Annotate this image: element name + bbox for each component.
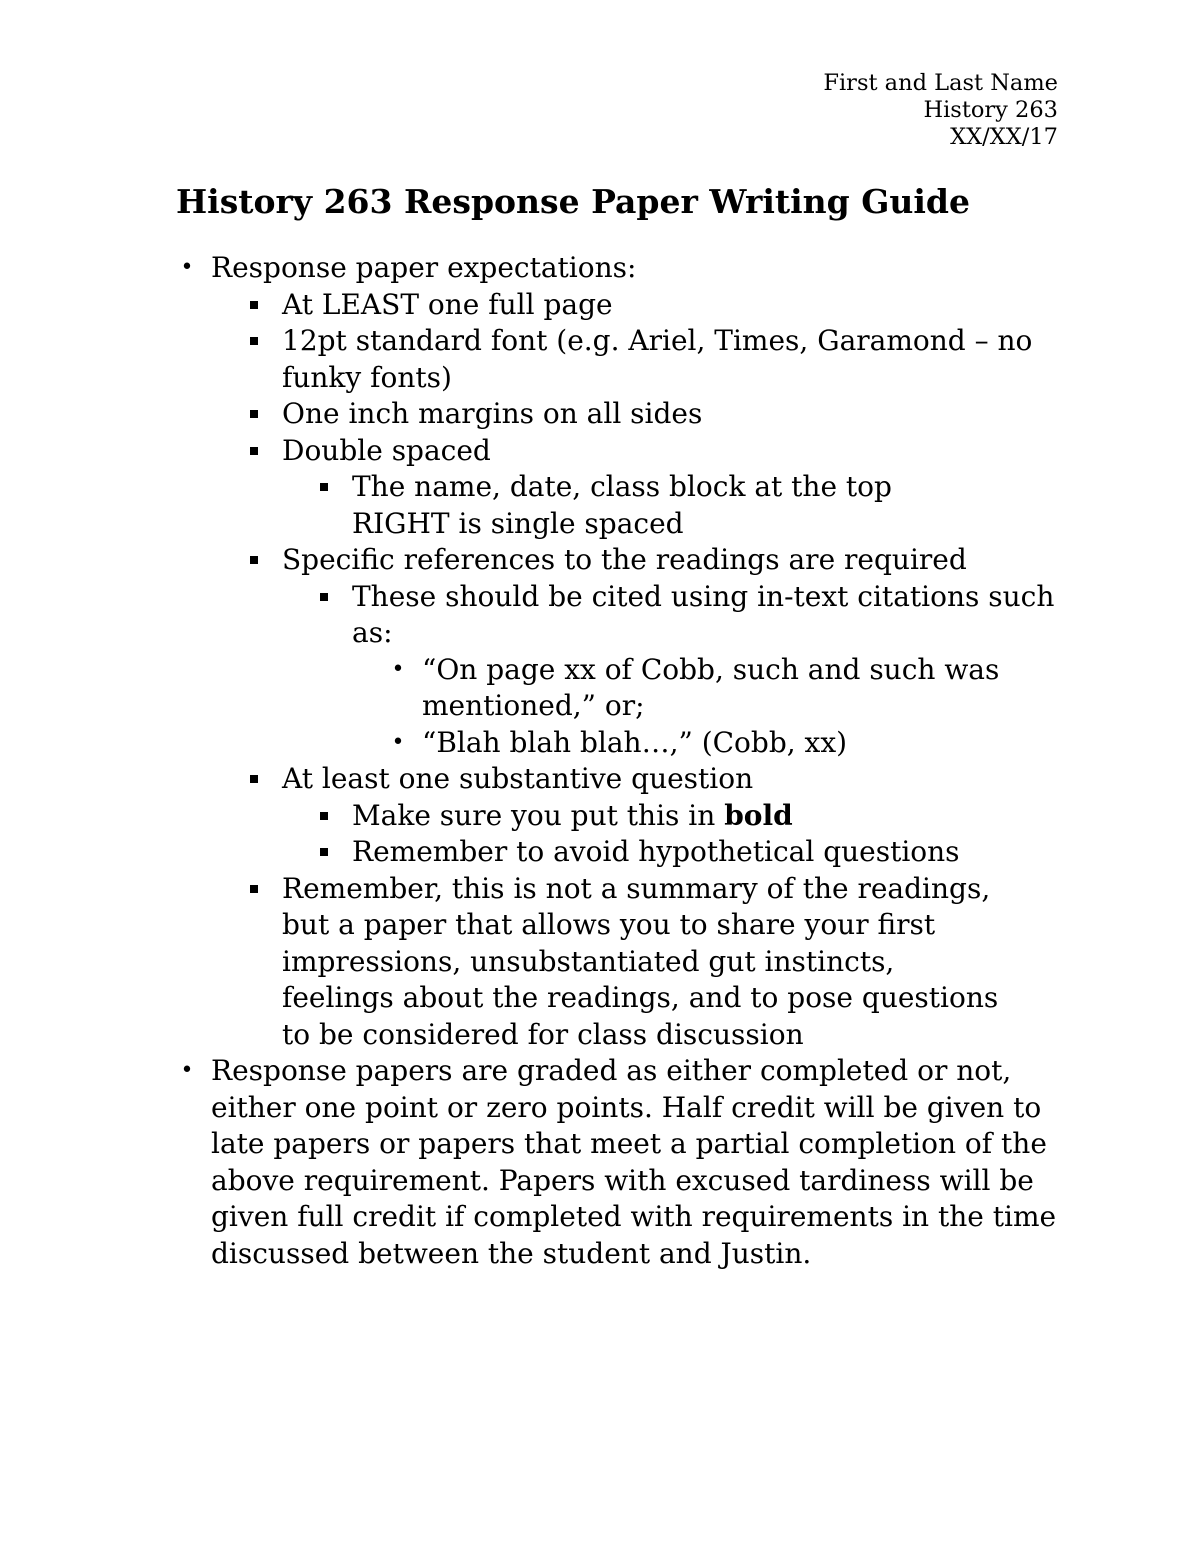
course-name: History 263 (923, 97, 1058, 123)
list-item-avoid-note (352, 834, 1072, 871)
list-item-expectations (180, 250, 1061, 1053)
avoid-hypothetical-note: Remember to avoid hypothetical questions (352, 835, 960, 868)
list-item-citation-example (391, 652, 1022, 725)
round-bullet-icon: • (391, 656, 405, 682)
square-bullet-icon (250, 885, 258, 893)
list-item-grading (180, 1053, 1061, 1272)
bold-word: bold (724, 798, 793, 832)
list-item-spacing (282, 433, 1072, 543)
document-title: History 263 Response Paper Writing Guide (176, 182, 970, 221)
square-bullet-icon (320, 848, 328, 856)
list-item-font (282, 323, 1072, 396)
bold-note-text: Make sure you put this in (352, 798, 725, 832)
citation-example: “Blah blah blah…,” (Cobb, xx) (422, 725, 848, 759)
list-item-citation-example (391, 725, 1022, 762)
references-requirement: Specific references to the readings are required (282, 543, 967, 576)
square-bullet-icon (250, 337, 258, 345)
list-item-reminder (282, 871, 1002, 1054)
date: XX/XX/17 (950, 124, 1058, 150)
guide-list (0, 250, 1200, 1272)
square-bullet-icon (250, 556, 258, 564)
list-item-references (282, 542, 1072, 761)
square-bullet-icon (320, 483, 328, 491)
list-item-references-note (352, 579, 1072, 762)
square-bullet-icon (250, 447, 258, 455)
square-bullet-icon (320, 812, 328, 820)
citation-note: These should be cited using in-text citations such as: (352, 579, 1055, 649)
square-bullet-icon (250, 775, 258, 783)
font-requirement: 12pt standard font (e.g. Ariel, Times, Garamond – no funky fonts) (282, 324, 1033, 394)
square-bullet-icon (250, 301, 258, 309)
name-class-date-block (823, 70, 1058, 151)
square-bullet-icon (320, 593, 328, 601)
round-bullet-icon: • (180, 255, 194, 280)
citation-example: “On page xx of Cobb, such and such was mentioned,” or; (422, 652, 1000, 722)
list-item-spacing-note (352, 469, 972, 542)
round-bullet-icon: • (180, 1058, 194, 1083)
list-item-margins (282, 396, 1072, 433)
student-name: First and Last Name (823, 70, 1058, 96)
spacing-requirement: Double spaced (282, 433, 491, 467)
grading-text: Response papers are graded as either completed or not, either one point or zero points. Half credit will be given to late papers or papers that meet a partial completion of the above requirement. Papers with excused tardiness will be given full credit if completed with requirements in the time discussed between the student and Justin. (211, 1054, 1057, 1270)
round-bullet-icon: • (391, 729, 405, 755)
expectations-label: Response paper expectations: (211, 251, 637, 284)
list-item-question (282, 761, 1072, 871)
length-requirement: At LEAST one full page (282, 287, 613, 321)
reminder-text: Remember, this is not a summary of the readings, but a paper that allows you to share your first impressions, unsubstantiated gut instincts, feelings about the readings, and to pose questions to be considered for class discussion (282, 871, 999, 1051)
list-item-bold-note (352, 798, 1072, 835)
spacing-note: The name, date, class block at the top RIGHT is single spaced (352, 470, 892, 540)
square-bullet-icon (250, 410, 258, 418)
list-item-length (282, 287, 1072, 324)
question-requirement: At least one substantive question (282, 762, 754, 795)
margin-requirement: One inch margins on all sides (282, 397, 703, 430)
